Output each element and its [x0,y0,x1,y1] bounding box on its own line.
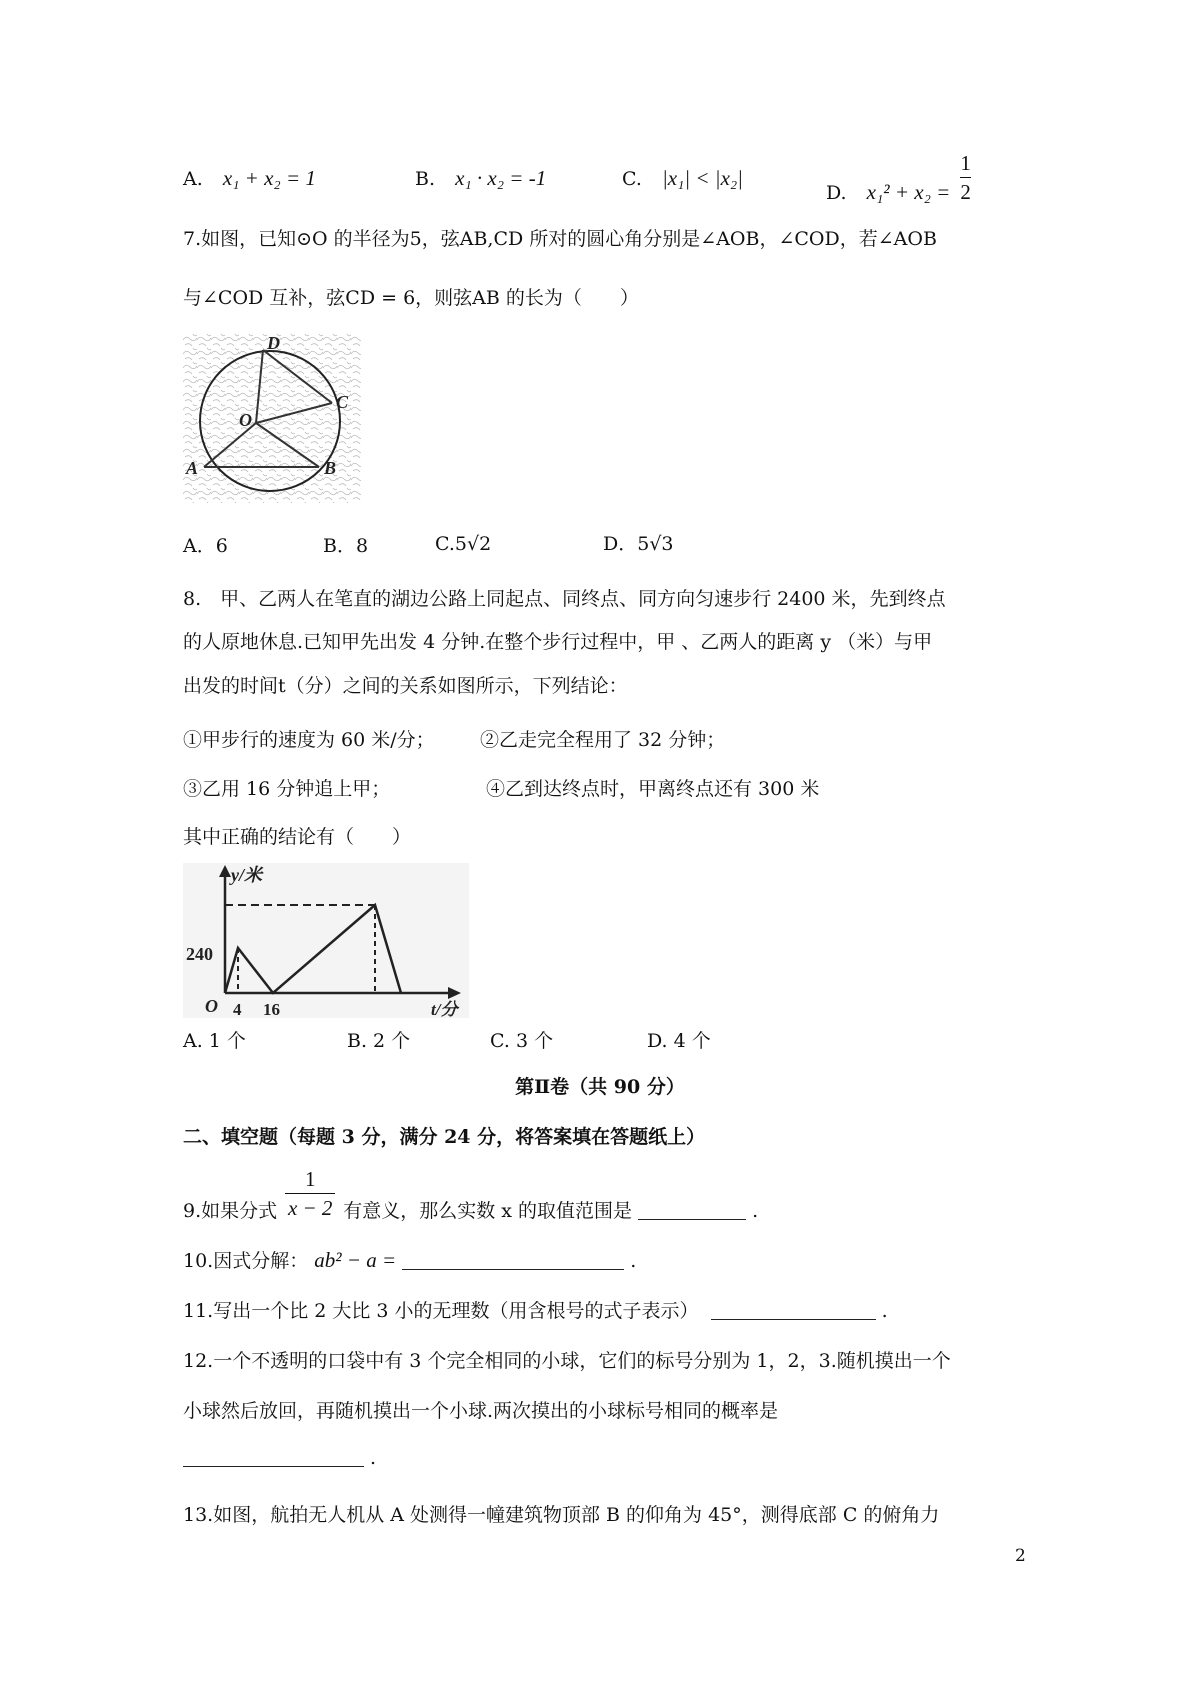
q10-prefix: 10.因式分解： [183,1250,309,1272]
q7-option-b: B．8 [323,535,369,557]
section-2-title: 第Ⅱ卷（共 90 分） [515,1076,685,1098]
q6-option-c [622,168,743,189]
q8-statement-4: ④乙到达终点时，甲离终点还有 300 米 [486,778,820,800]
q8-line-2: 的人原地休息.已知甲先出发 4 分钟.在整个步行过程中，甲 、乙两人的距离 y （米）与甲 [183,631,933,653]
q6-option-c-label: C. [622,168,642,190]
q8-graph-figure [183,863,469,1018]
q12-answer-blank[interactable] [183,1450,364,1467]
label-o: O [239,410,252,430]
q8-option-c: C. 3 个 [490,1030,554,1052]
q8-option-a: A. 1 个 [183,1030,246,1052]
y-axis-label: y/米 [231,865,262,885]
label-a: A [186,458,199,478]
q7-option-a: A．6 [183,535,228,557]
q7-line-2: 与∠COD 互补，弦CD = 6，则弦AB 的长为（ ） [183,287,639,309]
q6-option-a [183,168,316,189]
q9-suffix: 有意义，那么实数 x 的取值范围是 [343,1199,633,1222]
x-tick-16: 16 [263,1000,280,1018]
q12-answer-line [183,1449,376,1468]
q9-numerator: 1 [304,1167,316,1191]
q11-answer-blank[interactable] [711,1303,876,1320]
q11-end: . [881,1300,888,1322]
q11-line [183,1302,888,1321]
q6-option-b-expr: x₁ · x₂ = -1 [455,166,547,190]
label-d: D [267,333,280,353]
q6-option-d-numerator: 1 [960,151,971,175]
q12-line-1: 12.一个不透明的口袋中有 3 个完全相同的小球，它们的标号分别为 1，2，3.随机摸出一个 [183,1350,951,1372]
x-tick-4: 4 [233,1000,242,1018]
q7-circle-figure [183,333,361,503]
q9-denominator: x − 2 [287,1196,333,1221]
q9-fraction [285,1168,335,1219]
label-c: C [336,392,349,412]
q10-line [183,1250,636,1271]
q8-option-b: B. 2 个 [347,1030,411,1052]
q8-statement-3: ③乙用 16 分钟追上甲； [183,778,391,800]
q7-line-1: 7.如图，已知⊙O 的半径为5，弦AB,CD 所对的圆心角分别是∠AOB，∠COD，若∠AOB [183,228,937,250]
page-number: 2 [1015,1546,1026,1566]
y-tick-240: 240 [186,944,213,964]
q8-line-3: 出发的时间t（分）之间的关系如图所示，下列结论： [183,675,628,697]
q12-line-2: 小球然后放回，再随机摸出一个小球.两次摸出的小球标号相同的概率是 [183,1400,779,1422]
fill-in-heading: 二、填空题（每题 3 分，满分 24 分，将答案填在答题纸上） [183,1126,706,1148]
q6-option-a-expr: x₁ + x₂ = 1 [222,166,316,190]
q9-line [183,1167,759,1222]
q7-option-c: C.5√2 [435,533,492,555]
q9-prefix: 9.如果分式 [183,1199,278,1222]
q10-expression: ab² − a = [314,1248,397,1272]
q6-option-d-expr: x₁² + x₂ = [866,179,951,204]
q10-end: . [630,1250,637,1272]
q8-line-1: 8. 甲、乙两人在笔直的湖边公路上同起点、同终点、同方向匀速步行 2400 米，先到终点 [183,588,946,610]
q12-end: . [370,1447,377,1469]
q6-option-c-expr: |x₁| < |x₂| [661,166,743,190]
q6-option-b [415,168,546,189]
q13-line-1: 13.如图，航拍无人机从 A 处测得一幢建筑物顶部 B 的仰角为 45°，测得底部 C 的俯角力 [183,1504,940,1526]
q11-text: 11.写出一个比 2 大比 3 小的无理数（用含根号的式子表示） [183,1300,699,1322]
label-b: B [324,458,337,478]
q8-question: 其中正确的结论有（ ） [183,826,412,848]
q8-option-d: D. 4 个 [647,1030,711,1052]
q9-end: . [752,1199,759,1222]
q6-option-d-fraction [960,152,971,203]
q6-option-d-label: D. [826,181,847,204]
q8-statement-1: ①甲步行的速度为 60 米/分； [183,729,435,751]
q6-option-b-label: B. [415,168,436,190]
q6-option-d [826,152,971,203]
q6-option-d-denominator: 2 [960,180,971,205]
t-axis-label: t/分 [431,1000,458,1018]
q8-statement-2: ②乙走完全程用了 32 分钟； [480,729,726,751]
q10-answer-blank[interactable] [402,1253,624,1270]
q9-answer-blank[interactable] [638,1203,746,1220]
origin-label: O [205,996,218,1016]
q7-option-d: D．5√3 [603,533,674,555]
q6-option-a-label: A. [183,168,203,190]
